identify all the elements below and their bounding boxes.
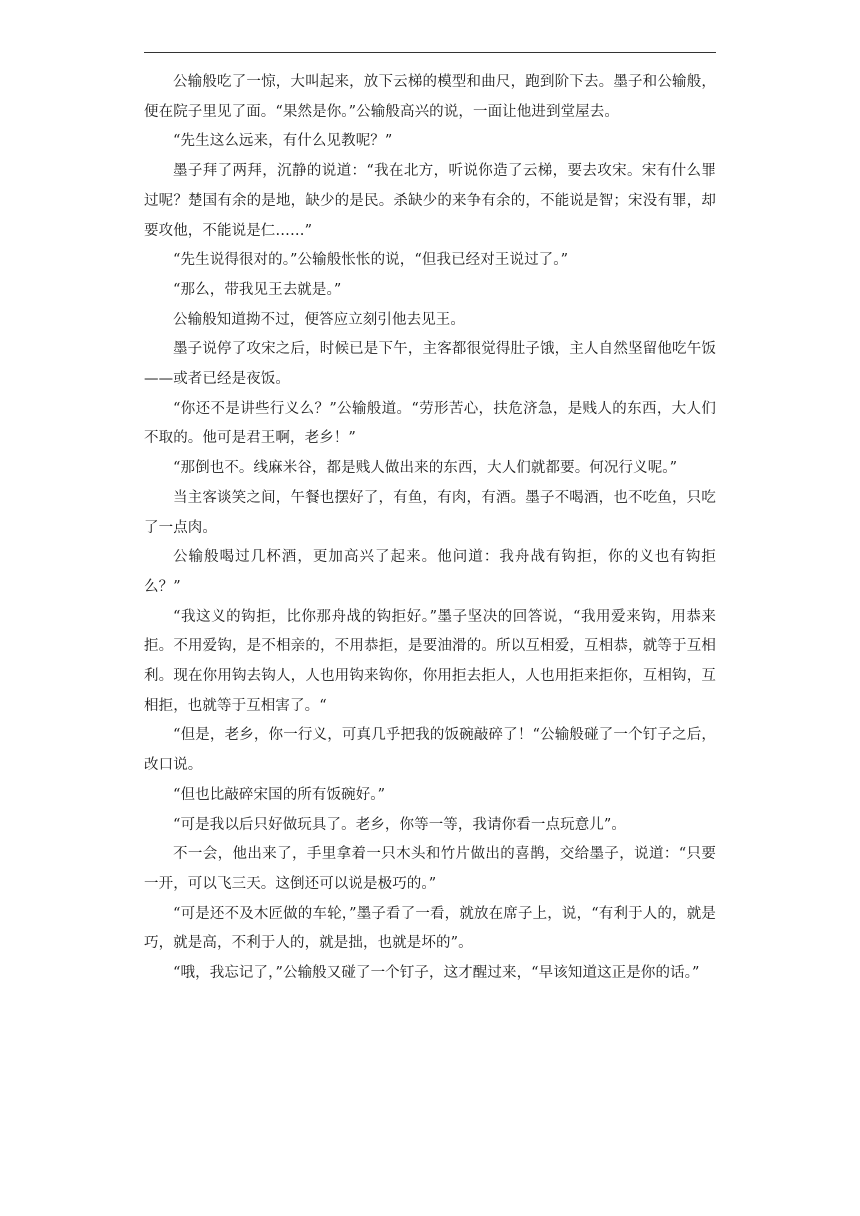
paragraph: “可是我以后只好做玩具了。老乡，你等一等，我请你看一点玩意儿”。 [173,816,627,833]
paragraph: “你还不是讲些行义么？”公输般道。“劳形苦心，扶危济急，是贱人的东西，大人们不取的。他可是君王啊，老乡！” [144,400,716,447]
paragraph: “可是还不及木匠做的车轮，”墨子看了一看，就放在席子上，说，“有利于人的，就是巧，就是高，不利于人的，就是拙，也就是坏的”。 [144,905,716,952]
paragraph: “先生说得很对的。”公输般怅怅的说，“但我已经对王说过了。” [173,252,569,269]
header-rule [144,52,716,53]
paragraph: 墨子拜了两拜，沉静的说道：“我在北方，听说你造了云梯，要去攻宋。宋有什么罪过呢？楚国有余的是地，缺少的是民。杀缺少的来争有余的，不能说是智；宋没有罪，却要攻他，不能说是仁……” [144,163,716,239]
paragraph: 不一会，他出来了，手里拿着一只木头和竹片做出的喜鹊，交给墨子，说道：“只要一开，可以飞三天。这倒还可以说是极巧的。” [144,846,716,892]
paragraph: 公输般喝过几杯酒，更加高兴了起来。他问道：我舟战有钩拒，你的义也有钩拒么？” [144,549,716,595]
paragraph: “那么，带我见王去就是。” [173,281,342,298]
paragraph: “先生这么远来，有什么见教呢？” [173,133,393,150]
paragraph: 公输般吃了一惊，大叫起来，放下云梯的模型和曲尺，跑到阶下去。墨子和公输般，便在院子里见了面。“果然是你。”公输般高兴的说，一面让他进到堂屋去。 [144,74,716,120]
paragraph: “但是，老乡，你一行义，可真几乎把我的饭碗敲碎了！“公输般碰了一个钉子之后，改口说。 [144,727,716,774]
paragraph: 当主客谈笑之间，午餐也摆好了，有鱼，有肉，有酒。墨子不喝酒，也不吃鱼，只吃了一点肉。 [144,489,716,536]
paragraph: “哦，我忘记了，”公输般又碰了一个钉子，这才醒过来，“早该知道这正是你的话。” [173,965,700,982]
paragraph: “我这义的钩拒，比你那舟战的钩拒好。”墨子坚决的回答说，“我用爱来钩，用恭来拒。不用爱钩，是不相亲的，不用恭拒，是要油滑的。所以互相爱，互相恭，就等于互相利。现在你用钩去钩人，人也用钩来钩你，你用拒去拒人，人也用拒来拒你，互相钩，互相拒，也就等于互相害了。“ [144,608,716,714]
paragraph: 公输般知道拗不过，便答应立刻引他去见王。 [173,311,465,328]
paragraph: “那倒也不。线麻米谷，都是贱人做出来的东西，大人们就都要。何况行义呢。” [173,460,678,477]
document-body [144,68,716,989]
paragraph: 墨子说停了攻宋之后，时候已是下午，主客都很觉得肚子饿，主人自然坚留他吃午饭——或者已经是夜饭。 [144,341,716,388]
paragraph: “但也比敲碎宋国的所有饭碗好。” [173,786,386,803]
